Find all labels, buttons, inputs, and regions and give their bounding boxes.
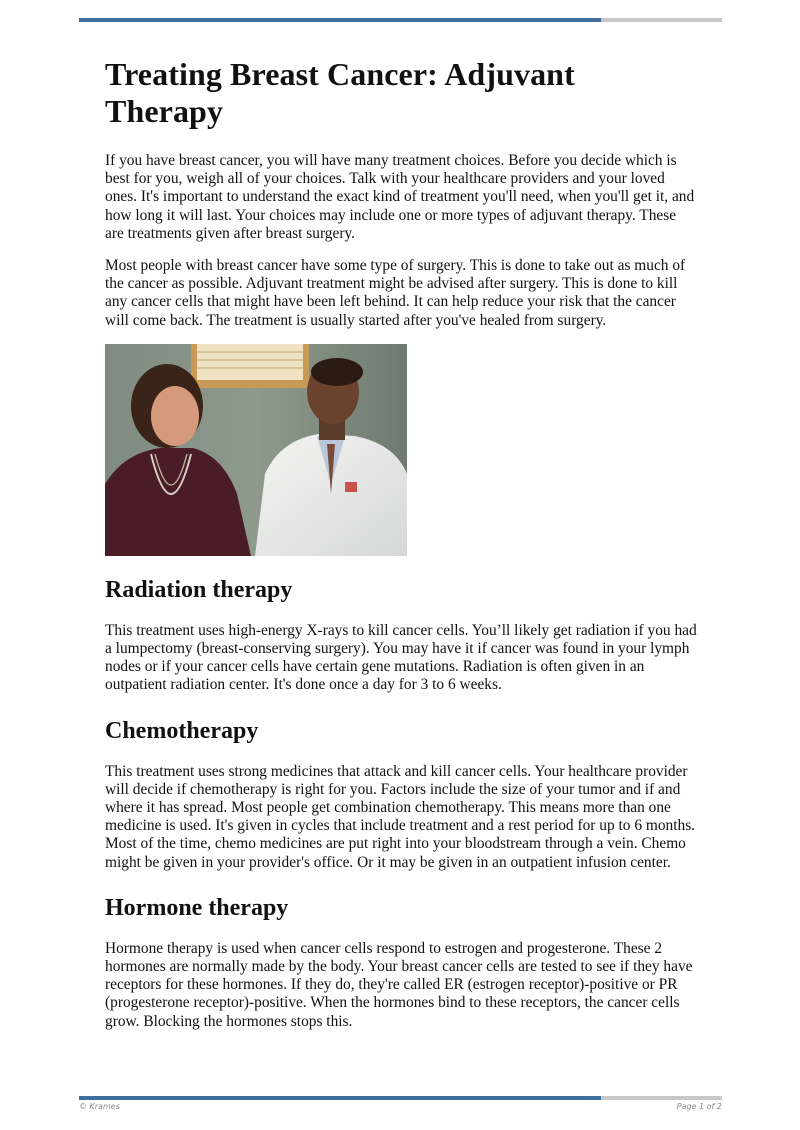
document-body xyxy=(105,56,697,1045)
footer-copyright: © Krames xyxy=(79,1102,120,1111)
footer-rule-secondary xyxy=(601,1096,722,1100)
section-body-radiation: This treatment uses high-energy X-rays to kill cancer cells. You’ll likely get radiation if you had a lumpectomy (breast-conserving surgery). You may have it if cancer was found in your lymph nodes or if your cancer cells have certain gene mutations. Radiation is often given in an outpatient radiation center. It's done once a day for 3 to 6 weeks. xyxy=(105,621,697,694)
section-heading-chemotherapy: Chemotherapy xyxy=(105,717,259,744)
section-body-hormone: Hormone therapy is used when cancer cells respond to estrogen and progesterone. These 2 hormones are normally made by the body. Your breast cancer cells are tested to see if they have receptors for these hormones. If they do, they're called ER (estrogen receptor)-positive or PR (progesterone receptor)-positive. When the hormones bind to these receptors, the cancer cells grow. Blocking the hormones stops this. xyxy=(105,939,693,1030)
section-heading-radiation: Radiation therapy xyxy=(105,576,293,603)
footer-page-number: Page 1 of 2 xyxy=(676,1102,722,1111)
patient-doctor-photo xyxy=(105,344,407,556)
header-rule-accent xyxy=(79,18,601,22)
section-heading-hormone: Hormone therapy xyxy=(105,894,289,921)
footer-rule xyxy=(79,1096,722,1100)
intro-paragraph-1: If you have breast cancer, you will have many treatment choices. Before you decide which is best for you, weigh all of your choices. Talk with your healthcare providers and your loved ones. It's important to understand the exact kind of treatment you'll need, when you'll get it, and how long it will last. Your choices may include one or more types of adjuvant therapy. These are treatments given after breast surgery. xyxy=(105,152,695,242)
footer-rule-accent xyxy=(79,1096,601,1100)
header-rule-secondary xyxy=(601,18,722,22)
header-rule xyxy=(79,18,722,22)
section-body-chemotherapy: This treatment uses strong medicines that attack and kill cancer cells. Your healthcare provider will decide if chemotherapy is right for you. Factors include the size of your tumor and if and where it has spread. Most people get combination chemotherapy. This means more than one medicine is used. It's given in cycles that include treatment and a rest period for up to 6 months. Most of the time, chemo medicines are put right into your bloodstream through a vein. Chemo might be given in your provider's office. Or it may be given in an outpatient infusion center. xyxy=(105,762,696,871)
page-footer xyxy=(79,1102,722,1111)
intro-paragraph-2: Most people with breast cancer have some type of surgery. This is done to take out as much of the cancer as possible. Adjuvant treatment might be advised after surgery. This is done to kill any cancer cells that might have been left behind. It can help reduce your risk that the cancer will come back. The treatment is usually started after you've healed from surgery. xyxy=(105,257,686,329)
page-title: Treating Breast Cancer: Adjuvant Therapy xyxy=(105,56,575,129)
